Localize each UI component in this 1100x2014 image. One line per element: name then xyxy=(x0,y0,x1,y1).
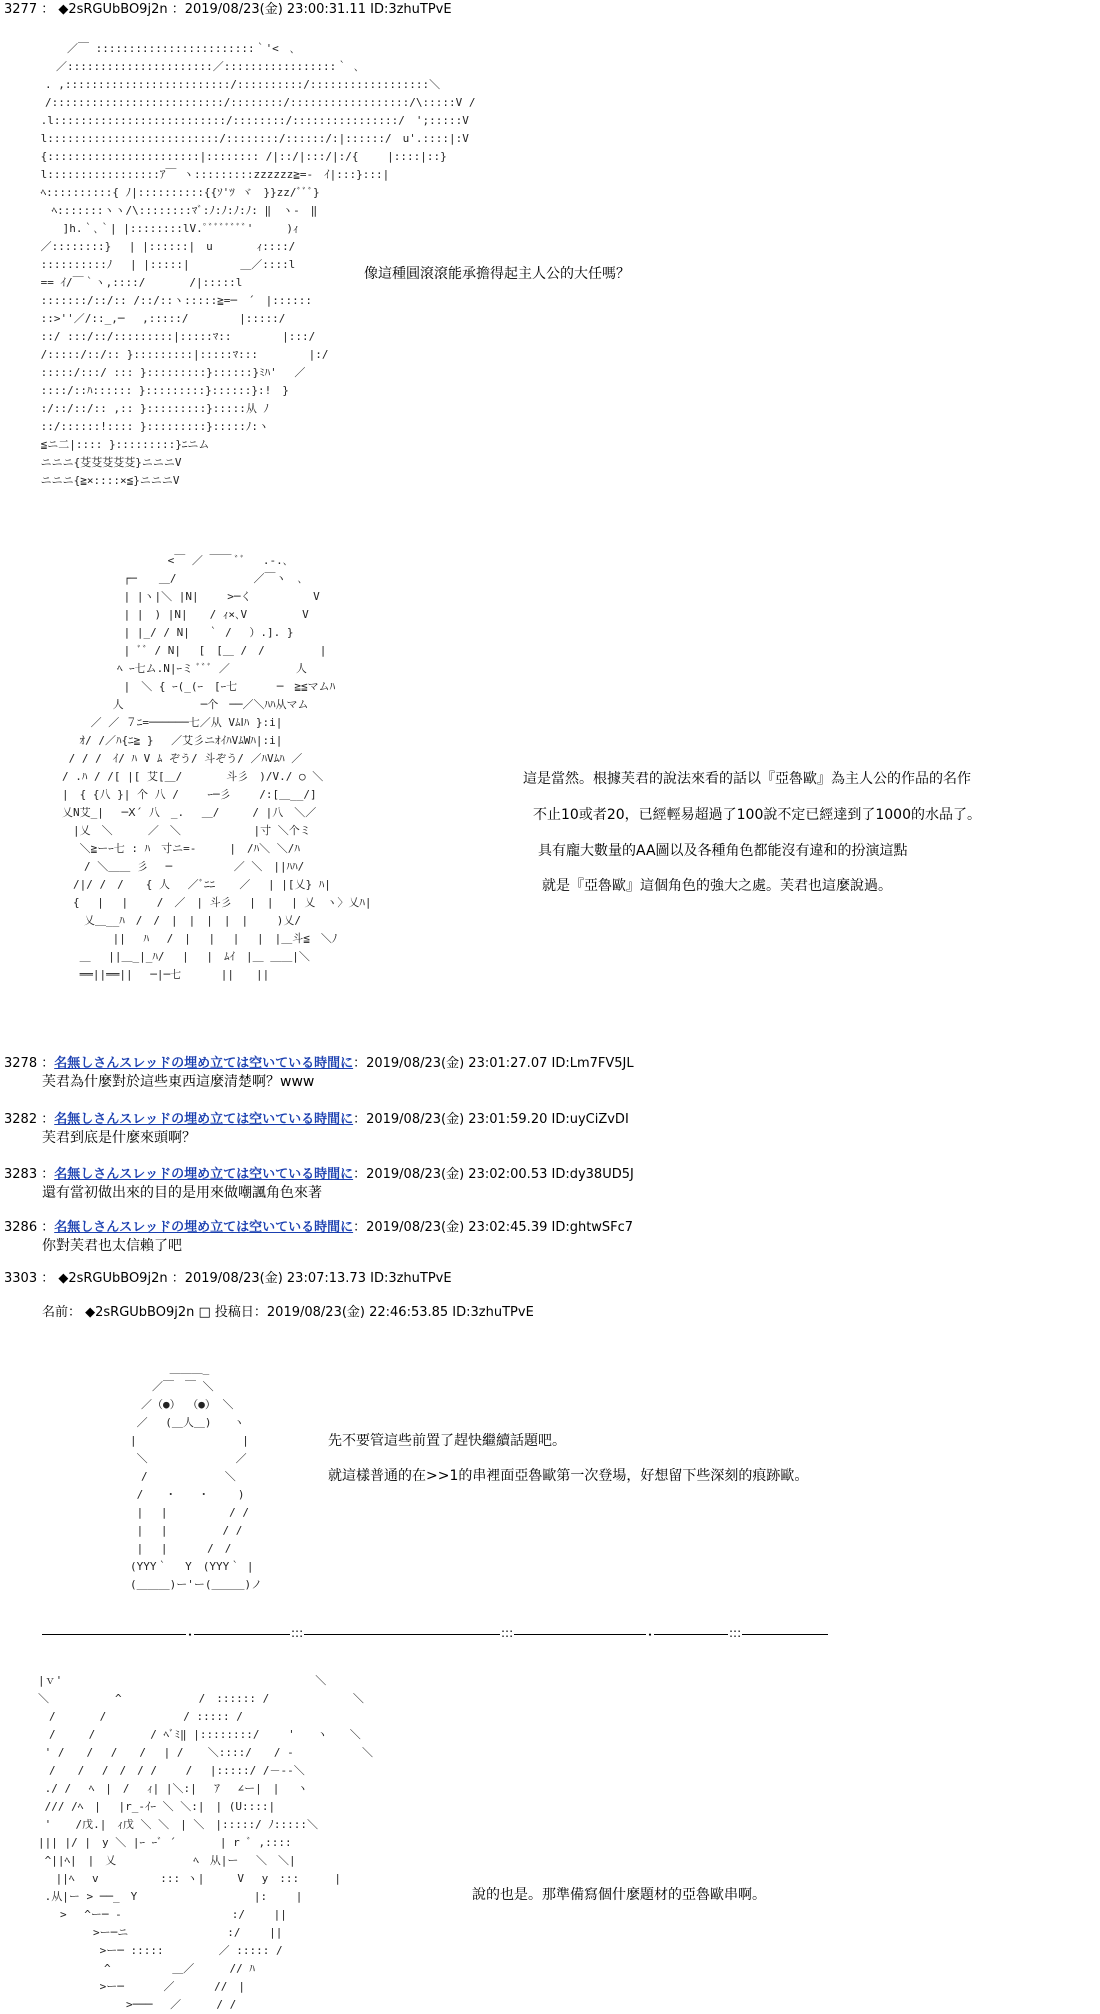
dialogue-line-1: 像這種圓滾滾能承擔得起主人公的大任嗎？ xyxy=(364,266,630,282)
post-number: 3283 ： xyxy=(4,1167,55,1182)
post-3286-body: 你對芙君也太信賴了吧 xyxy=(42,1238,182,1254)
divider-dot: ･ xyxy=(647,1628,654,1642)
poster-name-link[interactable]: 名無しさんスレッドの埋め立ては空いている時間に xyxy=(54,1167,354,1182)
post-3283-header xyxy=(4,1167,634,1183)
section-divider xyxy=(42,1634,828,1635)
ascii-art-armored-character: <￣ ／ ￣￣ ﾞﾞ .-.､ ┌─ ＿/ ／￣ヽ ､ | |ヽ|＼ |N| >─く V | | ) |N| / ｨ×､V V | |_/ / N| ｀ / ）.]. } | ﾞﾞ / N| [ [＿ / / | ﾍ ｰ七ム.N|ｰミ ﾞﾞﾞ ／ 人 | ＼ { ｰ(_(ｰ [ｰ七 ─ ≧≦マムﾊ 人 ─个 ──／＼ﾊﾊ从マム ／ ／ ７ﾆ=──────七／从 VﾑⅠﾊ }:i| ｵ/ /／ﾊ{ﾆ≧ } ／艾彡ニｵｲﾊVﾑWﾊ|:i| / / / ｲ/ ﾊ V ﾑ ぞう/ 斗ぞう/ ／ﾊVﾑﾊ ／ / .ﾊ / /[ |[ 艾[＿/ 斗彡 )/V./ ○ ＼ | { {八 }| 个 八 / ｰ─彡 /:[＿__/] 乂N艾_| ─Ⅹ´ 八 _. ＿/ / |八 ＼／ |乂 ＼ ／ ＼ |寸 ＼个ミ ＼≧ーｰ七 : ﾊ 寸ニ=- | /ﾊ＼ ＼/ﾊ / ＼＿＿ 彡 ─ ／ ＼ ||ﾊﾊ/ /|/ / / { 人 ／ﾞﾆﾆ ／ | |[乂} ﾊ| { | | / ／ | 斗彡 | | | 乂 ヽ〉乂ﾊ| 乂＿__ﾊ / / | | | | | )乂/ || ﾊ / | | | | |＿斗≦ ＼ﾉ ＿ ||＿_|_ﾊ/ | | ﾑｲ |＿ ＿＿|＼ ══||══|| ─|─七 || || xyxy=(61,554,372,981)
dialogue-line-8: 說的也是。那準備寫個什麼題材的亞魯歐串啊。 xyxy=(472,1887,766,1903)
divider-dot: ::: xyxy=(729,1626,742,1640)
post-number: 3278 ： xyxy=(4,1056,55,1071)
poster-name-link[interactable]: 名無しさんスレッドの埋め立ては空いている時間に xyxy=(54,1112,354,1127)
dialogue-line-7: 就這樣普通的在>>1的串裡面亞魯歐第一次登場，好想留下些深刻的痕跡歐。 xyxy=(328,1468,809,1484)
divider-dot: ::: xyxy=(501,1626,514,1640)
dialogue-line-2: 這是當然。根據芙君的說法來看的話以『亞魯歐』為主人公的作品的名作 xyxy=(523,771,971,787)
dialogue-line-4: 具有龐大數量的AA圖以及各種角色都能沒有違和的扮演這點 xyxy=(538,843,908,859)
post-3303-header: 3303 ： ◆2sRGUbBO9j2n ：2019/08/23(金) 23:07:13.73 ID:3zhuTPvE xyxy=(4,1271,452,1286)
dialogue-line-6: 先不要管這些前置了趕快繼續話題吧。 xyxy=(328,1433,566,1449)
post-number: 3282 ： xyxy=(4,1112,55,1127)
divider-dot: ::: xyxy=(291,1626,304,1640)
post-meta: ：2019/08/23(金) 23:02:00.53 ID:dy38UD5J xyxy=(353,1167,634,1182)
post-number: 3286 ： xyxy=(4,1220,55,1235)
post-3303-quote-header: 名前： ◆2sRGUbBO9j2n □ 投稿日：2019/08/23(金) 22:46:53.85 ID:3zhuTPvE xyxy=(42,1305,534,1320)
post-3282-header xyxy=(4,1112,629,1128)
divider-dot: ･ xyxy=(187,1628,194,1642)
poster-name-link[interactable]: 名無しさんスレッドの埋め立ては空いている時間に xyxy=(54,1220,354,1235)
post-3278-header xyxy=(4,1056,634,1072)
dialogue-line-3: 不止10或者20，已經輕易超過了100說不定已經達到了1000的水品了。 xyxy=(533,807,981,823)
ascii-art-yaruo: ＿＿＿_ ／￣ ￣ ＼ ／（●） （●） ＼ ／ (＿人＿) ヽ | | ＼ ／ / ＼ / ・ ・ ) | | / / | | / / | | / / (YYY｀ Y (YYY｀ | (＿＿＿)ー'ー(＿＿＿)ノ xyxy=(129,1362,263,1591)
poster-name-link[interactable]: 名無しさんスレッドの埋め立ては空いている時間に xyxy=(54,1056,354,1071)
dialogue-line-5: 就是『亞魯歐』這個角色的強大之處。芙君也這麼說過。 xyxy=(542,878,892,894)
post-3286-header xyxy=(4,1220,633,1236)
post-3277-header: 3277 ： ◆2sRGUbBO9j2n ：2019/08/23(金) 23:00:31.11 ID:3zhuTPvE xyxy=(4,2,452,17)
post-3278-body: 芙君為什麼對於這些東西這麼清楚啊？www xyxy=(42,1074,315,1090)
post-3282-body: 芙君到底是什麼來頭啊？ xyxy=(42,1130,196,1146)
ascii-art-girl-character: |ｖ' ＼ ＼ ^ / :::::: / ＼ / / / ::::: / / / / ﾍﾞﾐ‖ |::::::::/ ' ヽ ＼ ' / / / / | / ＼::::/ / - ＼ / / / / / / / |:::::/ /－--＼ ./ / ﾍ | / ｨ| |＼:| ｱ ∠ー| | ヽ /// /ﾍ | |r_-ｲｰ ＼ ＼:| | (U::::| ' /戊.| ｨ戊 ＼ ＼ | ＼ |:::::/ ﾉ:::::＼ ||| |/ | y ＼ |ｰ ｰﾞ ´ | r ﾞ ,:::: ^||ﾍ| | 乂 ﾍ 从|ー ＼ ＼| ||ﾍ v ::: ヽ| V y ::: | .从|ー > ──_ Y |: | > ^ー─ - :/ || >ー─ニ :/ || >ー─ ::::: ／ ::::: / ^ ＿／ // ﾊ >ー─ ／ // | >─── ／ / / xyxy=(38,1674,373,2011)
post-3283-body: 還有當初做出來的目的是用來做嘲諷角色來著 xyxy=(42,1185,322,1201)
post-meta: ：2019/08/23(金) 23:01:27.07 ID:Lm7FV5JL xyxy=(353,1056,634,1071)
ascii-art-spiky-character: ／￣ ::::::::::::::::::::::::｀'< ､ ／::::::::::::::::::::::／:::::::::::::::::｀ ､ . ,:::::::::::::::::::::::::/::::::::::/::::::::::::::::::＼ /::::::::::::::::::::::::::/::::::::/::::::::::::::::::/\:::::V / .l::::::::::::::::::::::::::/::::::::/::::::::::::::::/ ';:::::V l::::::::::::::::::::::::::/::::::::/::::::/:|::::::/ u'.::::|:V {:::::::::::::::::::::::|:::::::: /|::/|:::/|:/{ |::::|::} l:::::::::::::::::ｱ￣ ヽ:::::::::zzzzzz≧=- ｲ|:::}:::| ﾍ::::::::::{ ﾉ|::::::::::{{ｿ'ﾂ ヾ }}zz/ﾞﾞﾞ} ﾍ:::::::ヽヽ/\::::::::ﾏﾞ:ﾉ:ﾉ:ﾉ:ﾉ: ‖ ヽ- ‖ ]h.｀､｀| |::::::::lV.ﾟﾞﾞﾞﾞﾞﾞﾞ' )ｨ ／::::::::} | |::::::| u ｨ::::/ ::::::::::ﾉ | |:::::| ＿／::::l == ｲ/￣｀ヽ,::::/ /|:::::l :::::::/::/:: /::/::ヽ:::::≧=─ ´ |:::::: ::>''／/::_,─ ,:::::/ |:::::/ ::/ :::/::/:::::::::|:::::ﾏ:: |:::/ /:::::/::/:: }:::::::::|:::::ﾏ::: |:/ :::::/:::/ ::: }:::::::::}::::::}ﾐﾊ' ／ ::::/::ﾊ:::::: }:::::::::}::::::}:! } :/::/::/:: ,:: }:::::::::}:::::从 ﾉ ::/::::::!:::: }:::::::::}:::::ﾉ:ヽ ≦ニ二|:::: }:::::::::}ﾆニム ニニニ{芟芟芟芟芟}ニニニV ニニニ{≧×::::×≦}ニニニV xyxy=(40,42,476,487)
post-meta: ：2019/08/23(金) 23:02:45.39 ID:ghtwSFc7 xyxy=(353,1220,634,1235)
post-meta: ：2019/08/23(金) 23:01:59.20 ID:uyCiZvDI xyxy=(353,1112,629,1127)
